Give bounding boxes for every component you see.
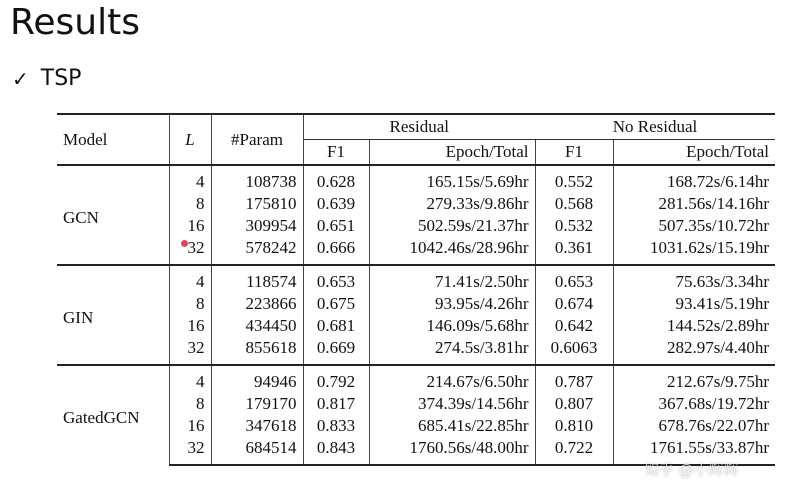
cell-nores-time: 507.35s/10.72hr [613,215,775,237]
header-params: #Param [211,114,303,165]
cell-res-f1: 0.653 [303,265,369,293]
cell-nores-f1: 0.552 [535,165,613,193]
cell-nores-f1: 0.807 [535,393,613,415]
model-name: GCN [57,165,169,265]
table-row [57,265,775,293]
cell-nores-time: 144.52s/2.89hr [613,315,775,337]
cell-layers: 4 [169,265,211,293]
cell-layers: 8 [169,293,211,315]
cell-res-f1: 0.669 [303,337,369,365]
cell-res-f1: 0.817 [303,393,369,415]
cell-nores-time: 367.68s/19.72hr [613,393,775,415]
cell-res-f1: 0.833 [303,415,369,437]
cell-res-time: 274.5s/3.81hr [369,337,535,365]
cell-res-time: 214.67s/6.50hr [369,365,535,393]
cell-res-time: 685.41s/22.85hr [369,415,535,437]
cell-layers: 16 [169,415,211,437]
cell-params: 94946 [211,365,303,393]
results-table [57,113,775,466]
cell-params: 434450 [211,315,303,337]
cell-res-f1: 0.651 [303,215,369,237]
header-res-f1: F1 [303,140,369,166]
cell-nores-time: 168.72s/6.14hr [613,165,775,193]
cell-nores-f1: 0.568 [535,193,613,215]
cell-res-f1: 0.628 [303,165,369,193]
cell-nores-time: 281.56s/14.16hr [613,193,775,215]
cell-res-f1: 0.675 [303,293,369,315]
bullet-text: TSP [40,66,82,91]
header-nores-epoch: Epoch/Total [613,140,775,166]
watermark: 知乎 @小辉辉 [644,461,739,479]
cell-nores-time: 75.63s/3.34hr [613,265,775,293]
pointer-dot [181,240,188,247]
slide-title: Results [10,2,140,43]
cell-res-time: 146.09s/5.68hr [369,315,535,337]
cell-res-time: 1760.56s/48.00hr [369,437,535,465]
cell-layers: 4 [169,365,211,393]
cell-nores-f1: 0.787 [535,365,613,393]
cell-nores-f1: 0.810 [535,415,613,437]
cell-params: 223866 [211,293,303,315]
cell-res-f1: 0.666 [303,237,369,265]
header-model: Model [57,114,169,165]
cell-params: 684514 [211,437,303,465]
header-residual: Residual [303,114,535,140]
table-row [57,165,775,193]
cell-res-f1: 0.681 [303,315,369,337]
header-nores-f1: F1 [535,140,613,166]
cell-nores-f1: 0.722 [535,437,613,465]
cell-nores-time: 212.67s/9.75hr [613,365,775,393]
cell-params: 108738 [211,165,303,193]
cell-nores-f1: 0.642 [535,315,613,337]
model-name: GatedGCN [57,365,169,465]
cell-res-time: 71.41s/2.50hr [369,265,535,293]
table-row [57,365,775,393]
cell-res-time: 279.33s/9.86hr [369,193,535,215]
cell-res-time: 374.39s/14.56hr [369,393,535,415]
bullet-item [12,66,81,91]
header-layers: L [169,114,211,165]
cell-res-time: 165.15s/5.69hr [369,165,535,193]
cell-res-time: 93.95s/4.26hr [369,293,535,315]
cell-layers: 32 [169,337,211,365]
model-name: GIN [57,265,169,365]
cell-layers: 16 [169,215,211,237]
header-res-epoch: Epoch/Total [369,140,535,166]
cell-nores-f1: 0.6063 [535,337,613,365]
header-no-residual: No Residual [535,114,775,140]
cell-nores-f1: 0.653 [535,265,613,293]
cell-layers: 32 [169,237,211,265]
cell-nores-time: 282.97s/4.40hr [613,337,775,365]
cell-nores-time: 93.41s/5.19hr [613,293,775,315]
cell-params: 578242 [211,237,303,265]
cell-res-f1: 0.843 [303,437,369,465]
cell-params: 855618 [211,337,303,365]
cell-nores-f1: 0.361 [535,237,613,265]
cell-nores-time: 1031.62s/15.19hr [613,237,775,265]
cell-params: 179170 [211,393,303,415]
cell-res-time: 1042.46s/28.96hr [369,237,535,265]
cell-layers: 4 [169,165,211,193]
cell-nores-time: 678.76s/22.07hr [613,415,775,437]
cell-layers: 8 [169,393,211,415]
cell-params: 347618 [211,415,303,437]
cell-layers: 16 [169,315,211,337]
check-icon: ✓ [12,66,29,91]
table-body [57,165,775,465]
cell-res-f1: 0.639 [303,193,369,215]
cell-params: 175810 [211,193,303,215]
cell-params: 309954 [211,215,303,237]
cell-res-f1: 0.792 [303,365,369,393]
cell-nores-f1: 0.674 [535,293,613,315]
cell-params: 118574 [211,265,303,293]
cell-nores-f1: 0.532 [535,215,613,237]
cell-nores-time: 1761.55s/33.87hr [613,437,775,465]
cell-layers: 32 [169,437,211,465]
cell-layers: 8 [169,193,211,215]
cell-res-time: 502.59s/21.37hr [369,215,535,237]
